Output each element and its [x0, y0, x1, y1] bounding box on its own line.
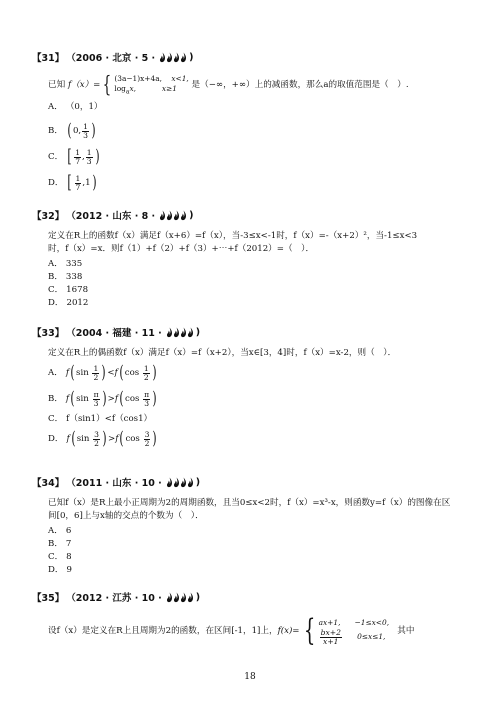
- difficulty-flame-icon: [187, 327, 194, 338]
- question-31: [32, 50, 472, 194]
- option-a: A． f ( sin $\frac{1}{2}$ ) < f ( cos $\frac{1}{2}$ ): [48, 362, 157, 383]
- piecewise-cases: (3a−1)x+4a, x<1, $\log_ax$, x≥1: [114, 74, 189, 96]
- options: [48, 525, 472, 577]
- question-stem: 设f（x）是定义在R上且周期为2的函数，在区间[-1，1]上， f(x)= { ax+1, −1≤x<0, $\frac{bx+2}{x+1}$ 0≤x≤1, 其中: [48, 613, 415, 648]
- question-35: [32, 590, 472, 646]
- question-header: 【33】 （2004 · 福建 · 11 · ): [32, 326, 201, 339]
- difficulty-flame-icon: [187, 477, 194, 488]
- piecewise-cases: ax+1, −1≤x<0, $\frac{bx+2}{x+1}$ 0≤x≤1,: [318, 617, 390, 646]
- question-number: 【32】: [32, 211, 65, 222]
- difficulty-flame-icon: [166, 52, 173, 63]
- question-source: （2012 · 山东 · 8 ·: [66, 211, 156, 222]
- options: [48, 101, 472, 194]
- option-b: B． ( 0 , $\frac{1}{3}$ ): [48, 120, 96, 142]
- difficulty-rating: [159, 52, 187, 63]
- question-33: [32, 325, 472, 450]
- difficulty-flame-icon: [180, 327, 187, 338]
- question-number: 【35】: [32, 593, 65, 604]
- difficulty-flame-icon: [159, 210, 166, 221]
- question-header: 【32】 （2012 · 山东 · 8 · ): [32, 209, 194, 222]
- difficulty-flame-icon: [166, 592, 173, 603]
- difficulty-flame-icon: [173, 327, 180, 338]
- option-c: C． 1678: [48, 285, 89, 295]
- difficulty-rating: [166, 327, 194, 338]
- difficulty-flame-icon: [173, 592, 180, 603]
- difficulty-flame-icon: [173, 52, 180, 63]
- difficulty-flame-icon: [180, 210, 187, 221]
- option-d: D． 2012: [48, 298, 89, 308]
- option-d: D． [ $\frac{1}{7}$ , 1 ): [48, 172, 97, 194]
- difficulty-flame-icon: [180, 52, 187, 63]
- question-stem: 定义在R上的偶函数f（x）满足f（x）=f（x+2），当x∈[3，4]时，f（x）=x-2，则（ ）．: [48, 348, 397, 358]
- difficulty-flame-icon: [187, 592, 194, 603]
- question-source: （2006 · 北京 · 5 ·: [66, 53, 156, 64]
- page-number: 18: [244, 672, 256, 682]
- option-b: B． f ( sin $\frac{\pi}{3}$ ) > f ( cos $\frac{\pi}{3}$ ): [48, 388, 157, 409]
- option-d: D． f ( sin $\frac{3}{2}$ ) > f ( cos $\frac{3}{2}$ ): [48, 428, 158, 449]
- difficulty-rating: [166, 477, 194, 488]
- difficulty-rating: [166, 592, 194, 603]
- difficulty-flame-icon: [180, 592, 187, 603]
- difficulty-rating: [159, 210, 187, 221]
- difficulty-flame-icon: [159, 52, 166, 63]
- question-number: 【33】: [32, 328, 65, 339]
- question-source: （2012 · 江苏 · 10 ·: [66, 593, 162, 604]
- difficulty-flame-icon: [180, 477, 187, 488]
- option-a: A． 335: [48, 259, 83, 269]
- option-a: A． 6: [48, 526, 72, 536]
- option-c: C． [ $\frac{1}{7}$ , $\frac{1}{3}$ ): [48, 146, 100, 168]
- option-b: B． 7: [48, 539, 72, 549]
- difficulty-flame-icon: [166, 210, 173, 221]
- difficulty-flame-icon: [166, 477, 173, 488]
- question-stem: 已知f（x）是R上最小正周期为2的周期函数，且当0≤x<2时，f（x）=x³-x，则函数y=f（x）的图像在区 间[0，6]上与x轴的交点的个数为（ ）．: [48, 498, 451, 521]
- option-c: C． f（sin1）<f（cos1）: [48, 414, 153, 424]
- difficulty-flame-icon: [166, 327, 173, 338]
- option-c: C． 8: [48, 552, 72, 562]
- option-d: D． 9: [48, 565, 72, 575]
- question-header: 【34】 （2011 · 山东 · 10 · ): [32, 476, 201, 489]
- difficulty-flame-icon: [173, 477, 180, 488]
- question-number: 【31】: [32, 53, 65, 64]
- question-header: 【31】 （2006 · 北京 · 5 · ): [32, 51, 194, 64]
- question-stem: 已知 f（x）= { (3a−1)x+4a, x<1, $\log_ax$, x≥1 是（−∞，+∞）上的减函数，那么a的取值范围是（ ）.: [48, 72, 409, 98]
- options: [48, 258, 472, 310]
- question-source: （2004 · 福建 · 11 ·: [66, 328, 162, 339]
- question-34: [32, 475, 472, 577]
- question-source: （2011 · 山东 · 10 ·: [66, 478, 162, 489]
- question-stem: 定义在R上的函数f（x）满足f（x+6）=f（x），当-3≤x<-1时，f（x）=-（x+2）²，当-1≤x<3 时，f（x）=x．则f（1）+f（2）+f（3）+⋯+f（2012）=（ ）．: [48, 231, 418, 254]
- question-number: 【34】: [32, 478, 65, 489]
- difficulty-flame-icon: [173, 210, 180, 221]
- option-a: A． （0，1）: [48, 102, 103, 113]
- option-b: B． 338: [48, 272, 83, 282]
- question-32: [32, 208, 472, 310]
- options: [48, 362, 472, 450]
- question-header: 【35】 （2012 · 江苏 · 10 · ): [32, 591, 201, 604]
